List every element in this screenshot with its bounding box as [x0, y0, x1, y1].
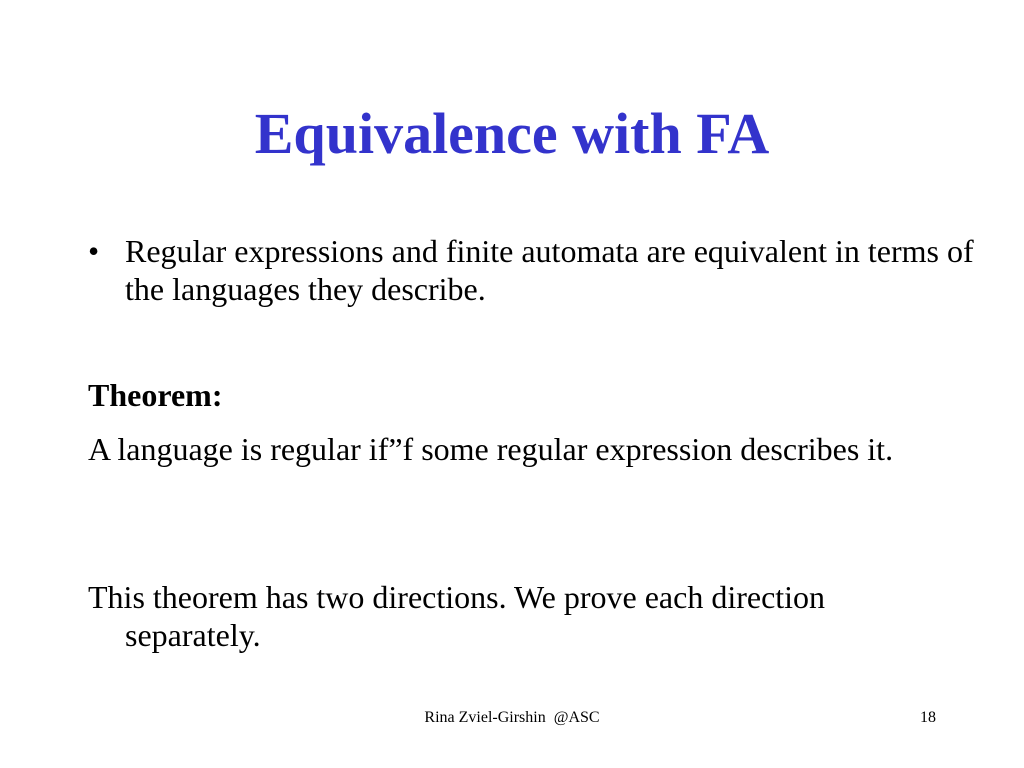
page-number: 18	[920, 709, 936, 726]
bullet-item	[88, 232, 985, 308]
theorem-label: Theorem:	[88, 377, 223, 413]
directions-paragraph: This theorem has two directions. We prove each direction separately.	[88, 579, 826, 653]
footer-author: Rina Zviel-Girshin @ASC	[424, 709, 600, 726]
theorem-statement: A language is regular if”f some regular expression describes it.	[88, 431, 894, 467]
bullet-dot: •	[88, 233, 100, 269]
slide-title: Equivalence with FA	[254, 101, 770, 166]
bullet-text: Regular expressions and finite automata are equivalent in terms of the languages they describe.	[125, 233, 974, 307]
